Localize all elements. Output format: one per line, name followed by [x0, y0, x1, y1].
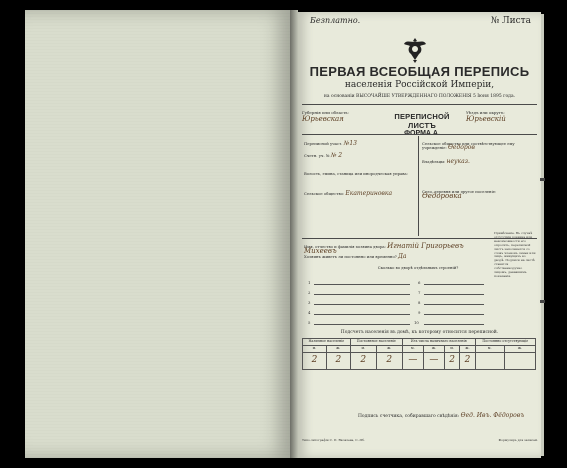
- double-headed-eagle-icon: [402, 36, 428, 64]
- stat-number: 3: [308, 300, 311, 305]
- fill-line: [314, 284, 410, 285]
- row-label: Переписной участ.: [304, 141, 343, 146]
- row-value: Екатериновка: [345, 190, 393, 197]
- table-cell: 2: [350, 352, 376, 369]
- dwell-label: Хозяинъ живетъ ли постоянно или временно?: [304, 254, 397, 259]
- stat-number: 10: [414, 320, 419, 325]
- table-header: Изъ числа наличнаго населенія: [402, 339, 475, 346]
- owner-value: Игнатій Григорьевъ Михеевъ: [304, 242, 464, 256]
- stat-number: 7: [418, 290, 421, 295]
- page-edge: [541, 14, 544, 456]
- row-value: Ѳедоровка: [422, 192, 462, 201]
- fill-line: [314, 314, 410, 315]
- stat-number: 6: [418, 280, 421, 285]
- table-cell: [504, 352, 535, 369]
- row-label: Волость, гмина, станица или инородческая управа:: [304, 171, 408, 176]
- divider: [302, 104, 537, 105]
- sheet-number: № Листа: [490, 16, 531, 26]
- province-label: Губернія или область:: [302, 110, 349, 115]
- table-subheader: м.: [303, 345, 327, 352]
- buildings-grid: [304, 274, 488, 334]
- dwell-value: Да: [398, 253, 407, 260]
- table-cell: 2: [376, 352, 402, 369]
- row-dwelling: [304, 255, 494, 259]
- table-cell: 2: [460, 352, 475, 369]
- stat-number: 4: [308, 310, 311, 315]
- table-subheader: м.: [444, 345, 459, 352]
- fill-line: [424, 304, 484, 305]
- table-subheader: ж.: [460, 345, 475, 352]
- uezd-value: Юрьевскій: [466, 115, 506, 123]
- side-note: Примѣчаніе. Въ случаѣ отсутствія хозяина или невозможности его опросить, переписной листъ заполняется со словъ членовъ семьи или лицъ, живущихъ во дворѣ. Подписи на листѣ ставятся собственноручно лицомъ, дававшимъ показанія.: [494, 231, 536, 278]
- province-value: Юрьевская: [302, 115, 344, 123]
- page-subtitle: населенія Россійской Имперіи,: [344, 80, 495, 90]
- census-form-page: [298, 12, 541, 458]
- row-uchrezhdenie: [422, 142, 536, 151]
- fill-line: [314, 294, 410, 295]
- fill-line: [314, 304, 410, 305]
- row-label: Владѣльцы:: [422, 159, 446, 164]
- uezd-label: Уѣздъ или округъ:: [466, 110, 505, 115]
- left-blank-page: [25, 10, 293, 458]
- row-volost: [304, 172, 414, 176]
- stats-title: Сколько во дворѣ отдѣльныхъ строеній?: [377, 265, 459, 270]
- book-spine: [290, 10, 298, 458]
- row-vladeltsy: [422, 160, 536, 164]
- table-cell: —: [423, 352, 444, 369]
- table-title: Подсчетъ населенія въ домѣ, къ которому относится переписной.: [340, 330, 499, 335]
- page-title: ПЕРВАЯ ВСЕОБЩАЯ ПЕРЕПИСЬ: [309, 64, 530, 79]
- stat-number: 2: [308, 290, 311, 295]
- signature-row: [358, 412, 524, 419]
- table-header: Постоянно отсутствующіе: [475, 339, 535, 346]
- stat-number: 8: [418, 300, 421, 305]
- row-label: Сельское общество:: [304, 191, 345, 196]
- table-cell: [475, 352, 504, 369]
- fill-line: [424, 324, 484, 325]
- row-label: Село, деревня или другое поселеніе:: [422, 189, 497, 194]
- population-table: [302, 338, 536, 370]
- fill-line: [424, 294, 484, 295]
- stat-number: 5: [308, 320, 311, 325]
- page-tab: [540, 178, 545, 181]
- fill-line: [424, 284, 484, 285]
- table-header: Наличное населеніе: [303, 339, 351, 346]
- row-value: неуказ.: [446, 158, 470, 165]
- table-cell: —: [402, 352, 423, 369]
- table-subheader: ж.: [326, 345, 350, 352]
- form-title: ПЕРЕПИСНОЙ ЛИСТЪ: [394, 112, 450, 130]
- row-label: Счетн. уч. №: [304, 153, 330, 158]
- row-value: № 2: [330, 152, 343, 159]
- row-value: №13: [343, 140, 357, 147]
- table-subheader: м.: [350, 345, 376, 352]
- row-schetny: [304, 154, 414, 158]
- footer-right: Формуляръ для записей.: [498, 438, 538, 442]
- fill-line: [314, 324, 410, 325]
- table-cell: 2: [444, 352, 459, 369]
- row-uchastok: [304, 142, 414, 146]
- table-subheader: м.: [402, 345, 423, 352]
- table-cell: 2: [303, 352, 327, 369]
- uezd-box: [466, 110, 536, 123]
- page-tab: [540, 300, 545, 303]
- decree-line: на основаніи ВЫСОЧАЙШЕ УТВЕРЖДЕННАГО ПОЛОЖЕНІЯ 5 Іюня 1895 года.: [323, 94, 516, 99]
- column-divider: [418, 136, 419, 236]
- table-subheader: ж.: [376, 345, 402, 352]
- signature-value: Ѳед. Ивъ. Фёдоровъ: [460, 412, 525, 419]
- stat-number: 9: [418, 310, 421, 315]
- table-header: Постоянное населеніе: [350, 339, 402, 346]
- row-label: Сельское общество или соотвѣтствующее ему учрежденіе:: [422, 141, 515, 151]
- row-selo: [422, 190, 536, 200]
- free-label: Безплатно.: [310, 16, 361, 25]
- row-obshchestvo: [304, 192, 414, 196]
- printer-footer: [302, 438, 538, 442]
- table-cell: 2: [326, 352, 350, 369]
- signature-label: Подпись счетчика, собиравшаго свѣдѣнія:: [358, 414, 460, 419]
- footer-left: Типо-литографія С. П. Яковлева, С.-Пб.: [302, 438, 365, 442]
- table-subheader: м.: [475, 345, 504, 352]
- fill-line: [424, 314, 484, 315]
- table-subheader: ж.: [504, 345, 535, 352]
- row-value: Ѳедоров: [448, 144, 475, 152]
- divider: [302, 134, 537, 135]
- province-box: [302, 110, 377, 123]
- stat-number: 1: [308, 280, 311, 285]
- table-subheader: ж.: [423, 345, 444, 352]
- owner-label: Имя, отчество и фамилія хозяина двора:: [304, 244, 386, 249]
